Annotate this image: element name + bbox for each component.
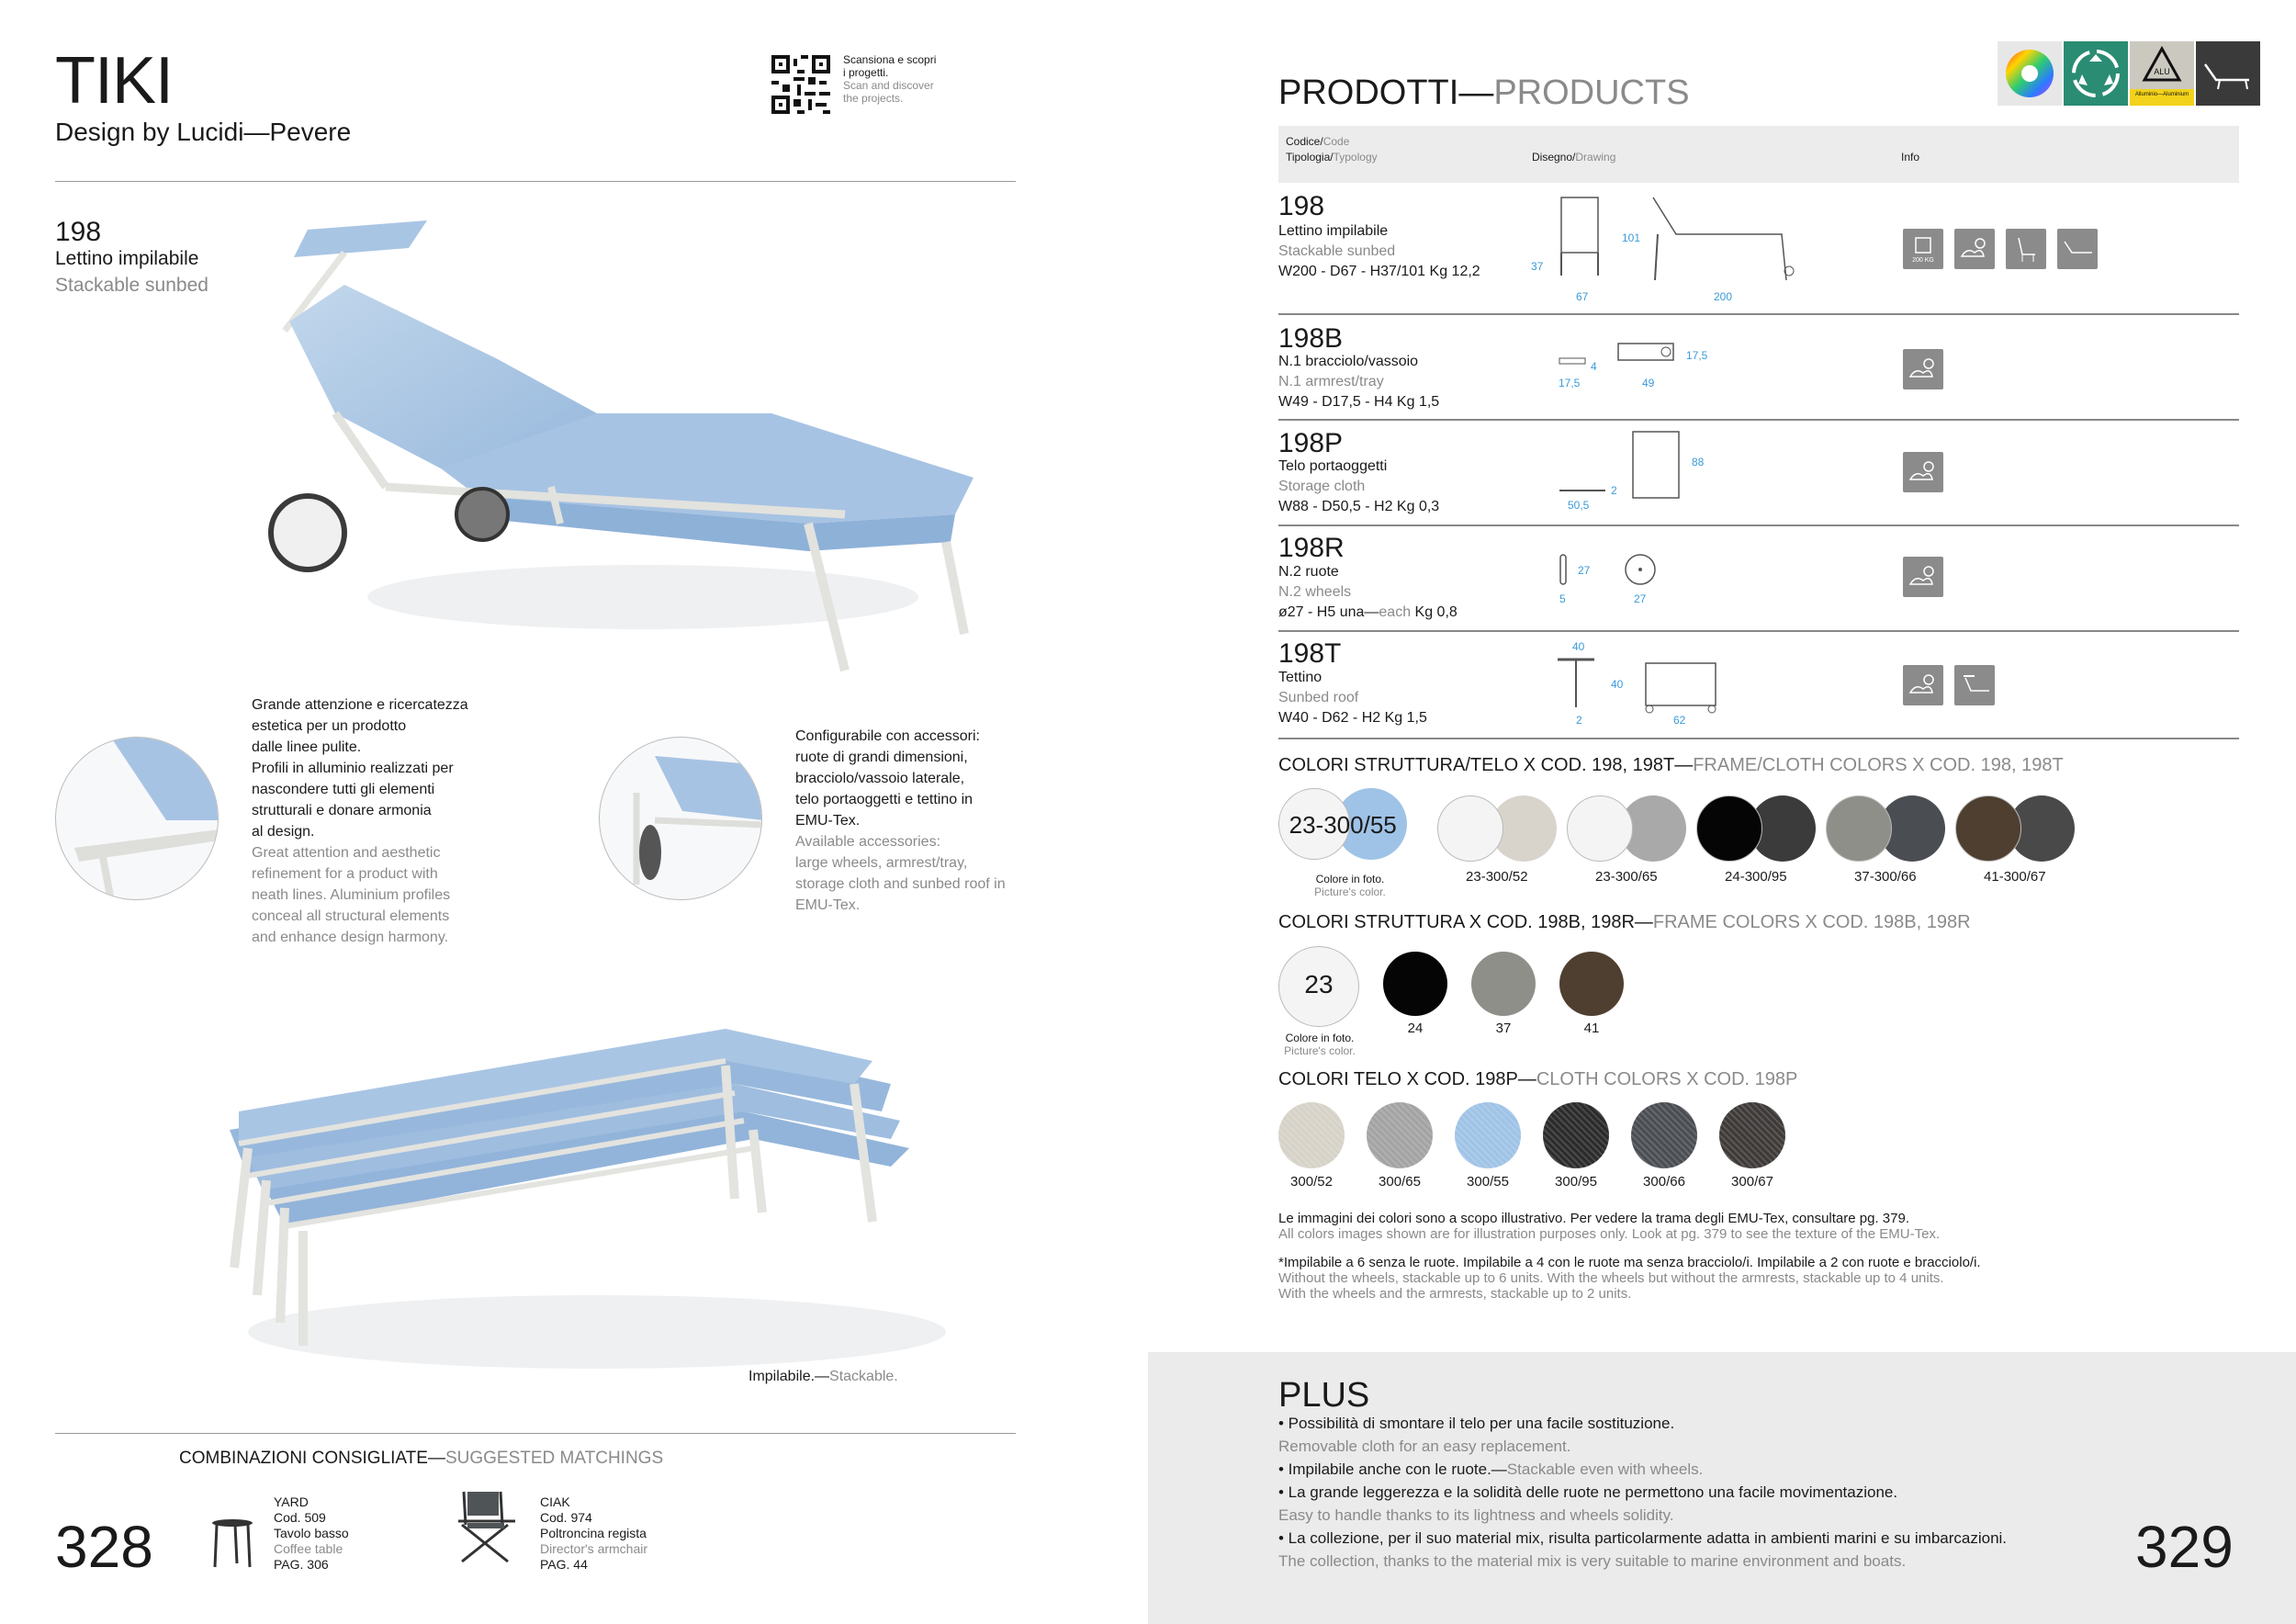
desc-line: Grande attenzione e ricercatezza xyxy=(252,697,468,713)
dim-label: 17,5 xyxy=(1686,349,1708,362)
frame-swatch xyxy=(1567,795,1633,862)
row-name-en: Stackable sunbed xyxy=(1278,243,1396,259)
color-code-label: 23 xyxy=(1304,970,1334,998)
directors-armchair-icon[interactable] xyxy=(455,1488,519,1565)
color-wheel-icon xyxy=(1998,41,2062,106)
color-code-label: 23-300/52 xyxy=(1466,869,1528,885)
color-swatch-pair[interactable] xyxy=(1826,795,1958,862)
row-name: N.2 ruote xyxy=(1278,564,1339,580)
weather-resistant-icon xyxy=(1903,557,1943,597)
header-info: Info xyxy=(1901,151,1920,164)
weight-capacity-label: 200 KG xyxy=(1912,257,1934,264)
frame-swatch xyxy=(1826,795,1892,862)
note-stackable-en: Without the wheels, stackable up to 6 units. With the wheels but without the armrests, stackable up to 4 units. xyxy=(1278,1270,1944,1286)
qr-caption-line: i progetti. xyxy=(843,66,889,79)
plus-item: • La grande leggerezza e la solidità delle ruote ne permettono una facile movimentazione. xyxy=(1278,1483,1898,1501)
weight-capacity-icon xyxy=(1903,229,1943,269)
plus-item: • Possibilità di smontare il telo per una facile sostituzione. xyxy=(1278,1415,1675,1432)
header-drawing-en: Drawing xyxy=(1575,151,1616,164)
qr-caption-line: Scansiona e scopri xyxy=(843,53,937,66)
note-illustration-en: All colors images shown are for illustration purposes only. Look at pg. 379 to see the texture of the EMU-Tex. xyxy=(1278,1226,1941,1242)
stack-caption xyxy=(748,1369,898,1385)
row-name: N.1 bracciolo/vassoio xyxy=(1278,354,1419,369)
note-stackable: *Impilabile a 6 senza le ruote. Impilabile a 4 con le ruote ma senza bracciolo/i. Impilabile a 2 con ruote e bracciolo/i. xyxy=(1278,1255,1981,1270)
frame-color-swatch[interactable] xyxy=(1383,952,1447,1016)
desc-line-en: Available accessories: xyxy=(795,834,941,850)
row-separator xyxy=(1278,419,2239,421)
cloth-color-swatch[interactable] xyxy=(1543,1102,1609,1168)
row-dims xyxy=(1278,604,1458,621)
products-title xyxy=(1278,73,1690,113)
sunbed-roof-icon xyxy=(1954,665,1995,705)
row-dims-weight: Kg 0,8 xyxy=(1411,604,1458,620)
desc-line: telo portaoggetti e tettino in xyxy=(795,792,974,807)
aluminium-badge-label: ALU xyxy=(2154,67,2170,76)
section-title-it: COLORI STRUTTURA/TELO X COD. 198, 198T— xyxy=(1278,755,1694,775)
photo-color-en: Picture's color. xyxy=(1284,1044,1356,1057)
header-code-en: Code xyxy=(1322,135,1350,148)
dim-label: 101 xyxy=(1622,231,1641,244)
matching-type-en: Coffee table xyxy=(274,1541,343,1556)
matching-ciak[interactable] xyxy=(540,1494,647,1573)
photo-color-it: Colore in foto. xyxy=(1285,1032,1355,1044)
section-title-en: CLOTH COLORS X COD. 198P xyxy=(1536,1069,1798,1089)
row-dims: W200 - D67 - H37/101 Kg 12,2 xyxy=(1278,264,1480,279)
header-typology-it: Tipologia/ xyxy=(1286,151,1334,164)
detail-photo xyxy=(600,738,762,900)
matching-type: Tavolo basso xyxy=(274,1526,349,1540)
photo-color-caption xyxy=(1278,873,1422,898)
plus-item: • La collezione, per il suo material mix, risulta particolarmente adatta in ambienti marini e su imbarcazioni. xyxy=(1278,1529,2008,1547)
row-separator xyxy=(1278,313,2239,315)
product-name: Lettino impilabile xyxy=(55,248,199,269)
section-title-it: COLORI STRUTTURA X COD. 198B, 198R— xyxy=(1278,912,1653,932)
row-separator xyxy=(1278,524,2239,526)
aluminium-caption: Alluminio—Aluminium xyxy=(2134,92,2189,97)
cloth-color-swatch[interactable] xyxy=(1367,1102,1433,1168)
desc-line: strutturali e donare armonia xyxy=(252,803,432,818)
color-code-label: 41 xyxy=(1583,1021,1600,1036)
color-code-label: 300/67 xyxy=(1731,1174,1773,1190)
row-separator xyxy=(1278,630,2239,632)
designer-credit: Design by Lucidi—Pevere xyxy=(55,118,352,146)
color-code-label: 300/52 xyxy=(1290,1174,1333,1190)
dim-label: 2 xyxy=(1611,484,1617,497)
desc-line-en: neath lines. Aluminium profiles xyxy=(252,887,451,903)
frame-swatch xyxy=(1437,795,1503,862)
page-number-left: 328 xyxy=(55,1514,153,1580)
recycle-icon xyxy=(2064,41,2128,106)
plus-item-en: Easy to handle thanks to its lightness and wheels solidity. xyxy=(1278,1506,1674,1524)
product-name-en: Stackable sunbed xyxy=(55,275,208,296)
dim-label: 37 xyxy=(1531,260,1544,273)
row-name-en: Sunbed roof xyxy=(1278,690,1359,705)
row-name: Tettino xyxy=(1278,670,1322,685)
weather-resistant-icon xyxy=(1903,665,1943,705)
colors-frame-cloth-title xyxy=(1278,755,2064,776)
weather-resistant-icon xyxy=(1954,229,1995,269)
row-name-en: Storage cloth xyxy=(1278,479,1366,494)
note-stackable-en: With the wheels and the armrests, stackable up to 2 units. xyxy=(1278,1286,1632,1302)
recline-icon xyxy=(2006,229,2046,269)
note-illustration: Le immagini dei colori sono a scopo illustrativo. Per vedere la trama degli EMU-Tex, consultare pg. 379. xyxy=(1278,1211,1909,1226)
sunbed-icon xyxy=(2057,229,2098,269)
dim-label: 27 xyxy=(1634,592,1647,605)
divider xyxy=(55,1433,1016,1434)
photo-color-en: Picture's color. xyxy=(1314,885,1386,898)
desc-line: bracciolo/vassoio laterale, xyxy=(795,771,965,786)
section-title-en: FRAME COLORS X COD. 198B, 198R xyxy=(1652,912,1971,932)
cloth-color-swatch[interactable] xyxy=(1631,1102,1697,1168)
brand-title: TIKI xyxy=(55,44,174,118)
photo-color-it: Colore in foto. xyxy=(1315,873,1385,885)
color-code-label: 300/65 xyxy=(1379,1174,1421,1190)
frame-color-swatch[interactable] xyxy=(1559,952,1624,1016)
weather-resistant-icon xyxy=(1903,452,1943,492)
row-dims: W40 - D62 - H2 Kg 1,5 xyxy=(1278,710,1427,726)
header-drawing xyxy=(1532,151,1615,164)
aluminium-badge-icon xyxy=(2130,41,2194,106)
caption-en: Stackable. xyxy=(829,1369,898,1384)
matchings-title-it: COMBINAZIONI CONSIGLIATE— xyxy=(179,1449,445,1468)
frame-swatch xyxy=(1696,795,1762,862)
color-code-label: 300/55 xyxy=(1467,1174,1509,1190)
coffee-table-icon[interactable] xyxy=(209,1517,255,1569)
description-block-2 xyxy=(795,726,1034,916)
color-swatch-pair[interactable] xyxy=(1437,795,1570,862)
plus-title: PLUS xyxy=(1278,1376,1370,1415)
frame-color-swatch[interactable] xyxy=(1471,952,1536,1016)
matching-page: PAG. 44 xyxy=(540,1557,588,1572)
matching-code: Cod. 974 xyxy=(540,1510,592,1525)
row-code: 198P xyxy=(1278,428,1344,458)
desc-line-en: conceal all structural elements xyxy=(252,908,450,924)
desc-line: dalle linee pulite. xyxy=(252,739,362,755)
dim-label: 62 xyxy=(1673,714,1686,727)
header-typology-en: Typology xyxy=(1333,151,1378,164)
detail-photo-frame xyxy=(599,737,762,900)
desc-line: al design. xyxy=(252,824,315,840)
products-title-en: PRODUCTS xyxy=(1493,73,1690,112)
dim-label: 2 xyxy=(1576,714,1582,727)
cloth-color-swatch[interactable] xyxy=(1719,1102,1785,1168)
drawing-198r xyxy=(1552,551,1662,597)
matching-page: PAG. 306 xyxy=(274,1557,329,1572)
desc-line: Profili in alluminio realizzati per xyxy=(252,761,454,776)
caption-it: Impilabile.— xyxy=(748,1369,830,1384)
row-name-en: N.1 armrest/tray xyxy=(1278,374,1384,389)
dim-label: 17,5 xyxy=(1559,377,1581,389)
dim-label: 27 xyxy=(1578,564,1591,577)
section-title-en: FRAME/CLOTH COLORS X COD. 198, 198T xyxy=(1693,755,2064,775)
colors-cloth-title xyxy=(1278,1069,1797,1090)
header-typology xyxy=(1286,151,1378,164)
dim-label: 40 xyxy=(1611,678,1624,691)
desc-line: Configurabile con accessori: xyxy=(795,728,980,744)
row-name-en: N.2 wheels xyxy=(1278,584,1352,600)
color-code-label: 37-300/66 xyxy=(1854,869,1917,885)
color-code-label: 300/66 xyxy=(1643,1174,1685,1190)
color-swatch-pair[interactable] xyxy=(1567,795,1699,862)
cloth-color-swatch[interactable] xyxy=(1455,1102,1521,1168)
color-code-label: 300/95 xyxy=(1555,1174,1597,1190)
detail-photo xyxy=(56,738,219,900)
desc-line: EMU-Tex. xyxy=(795,813,861,829)
photo-color-caption xyxy=(1278,1032,1361,1057)
desc-line-en: large wheels, armrest/tray, xyxy=(795,855,968,871)
row-code: 198B xyxy=(1278,323,1344,354)
dim-label: 4 xyxy=(1591,360,1597,373)
plus-item-en: Removable cloth for an easy replacement. xyxy=(1278,1438,1571,1455)
desc-line: ruote di grandi dimensioni, xyxy=(795,750,968,765)
plus-item-en: The collection, thanks to the material mix is very suitable to marine environment and boats. xyxy=(1278,1552,1907,1570)
row-code: 198 xyxy=(1278,191,1325,221)
row-dims-en: each xyxy=(1379,604,1412,620)
divider xyxy=(55,181,1016,182)
table-header xyxy=(1278,126,2239,183)
row-separator xyxy=(1278,738,2239,739)
stacked-sunbeds-photo xyxy=(211,1029,992,1378)
weather-resistant-icon xyxy=(1903,349,1943,389)
dim-label: 5 xyxy=(1559,592,1566,605)
qr-code-icon[interactable] xyxy=(771,55,830,114)
drawing-198t xyxy=(1552,652,1727,716)
color-code-label: 37 xyxy=(1495,1021,1512,1036)
row-name: Telo portaoggetti xyxy=(1278,458,1388,474)
color-code-label: 23-300/65 xyxy=(1595,869,1658,885)
desc-line-en: refinement for a product with xyxy=(252,866,438,882)
matchings-title xyxy=(179,1449,663,1469)
row-code: 198R xyxy=(1278,533,1345,563)
cloth-color-swatch[interactable] xyxy=(1278,1102,1345,1168)
color-code-label: 23-300/55 xyxy=(1289,810,1397,839)
matching-type: Poltroncina regista xyxy=(540,1526,647,1540)
dim-label: 50,5 xyxy=(1568,499,1590,512)
header-code-it: Codice/ xyxy=(1286,135,1323,148)
qr-caption-line-en: the projects. xyxy=(843,92,904,105)
matchings-title-en: SUGGESTED MATCHINGS xyxy=(445,1449,664,1468)
dim-label: 200 xyxy=(1714,290,1733,303)
desc-line: estetica per un prodotto xyxy=(252,718,407,734)
row-dims: W88 - D50,5 - H2 Kg 0,3 xyxy=(1278,499,1440,514)
qr-caption-line-en: Scan and discover xyxy=(843,79,934,92)
desc-line: nascondere tutti gli elementi xyxy=(252,782,435,797)
color-swatch-pair[interactable] xyxy=(1278,788,1422,860)
row-dims: W49 - D17,5 - H4 Kg 1,5 xyxy=(1278,394,1440,410)
matching-name: YARD xyxy=(274,1494,309,1509)
dim-label: 67 xyxy=(1576,290,1589,303)
color-code-label: 24 xyxy=(1407,1021,1424,1036)
header-drawing-it: Disegno/ xyxy=(1532,151,1576,164)
products-title-it: PRODOTTI— xyxy=(1278,73,1494,112)
row-dims-it: ø27 - H5 una— xyxy=(1278,604,1379,620)
color-code-label: 24-300/95 xyxy=(1725,869,1787,885)
description-block-1 xyxy=(252,694,490,948)
dim-label: 40 xyxy=(1572,640,1585,653)
dim-label: 88 xyxy=(1692,456,1705,468)
row-name: Lettino impilabile xyxy=(1278,223,1389,239)
frame-swatch xyxy=(1955,795,2021,862)
desc-line-en: and enhance design harmony. xyxy=(252,930,449,945)
row-code: 198T xyxy=(1278,638,1342,669)
drawing-198p xyxy=(1552,428,1699,502)
matching-yard[interactable] xyxy=(274,1494,349,1573)
plus-item xyxy=(1278,1460,1703,1479)
matching-code: Cod. 509 xyxy=(274,1510,326,1525)
desc-line-en: storage cloth and sunbed roof in xyxy=(795,876,1006,892)
matching-type-en: Director's armchair xyxy=(540,1541,648,1556)
desc-line-en: Great attention and aesthetic xyxy=(252,845,441,861)
detail-photo-frame xyxy=(55,737,219,900)
sunbed-type-icon xyxy=(2196,41,2260,106)
matching-name: CIAK xyxy=(540,1494,570,1509)
color-swatch-pair[interactable] xyxy=(1696,795,1829,862)
plus-item-en: Stackable even with wheels. xyxy=(1506,1460,1704,1478)
color-swatch-pair[interactable] xyxy=(1955,795,2088,862)
header-code xyxy=(1286,135,1349,148)
qr-caption xyxy=(843,53,953,105)
drawing-198 xyxy=(1543,193,1800,285)
colors-frame-title xyxy=(1278,912,1971,933)
sunbed-photo xyxy=(257,211,992,689)
dim-label: 49 xyxy=(1642,377,1655,389)
product-code: 198 xyxy=(55,217,102,247)
color-code-label: 41-300/67 xyxy=(1984,869,2046,885)
section-title-it: COLORI TELO X COD. 198P— xyxy=(1278,1069,1536,1089)
desc-line-en: EMU-Tex. xyxy=(795,897,861,913)
plus-item-it: • Impilabile anche con le ruote.— xyxy=(1278,1460,1507,1478)
page-number-right: 329 xyxy=(2135,1514,2234,1580)
